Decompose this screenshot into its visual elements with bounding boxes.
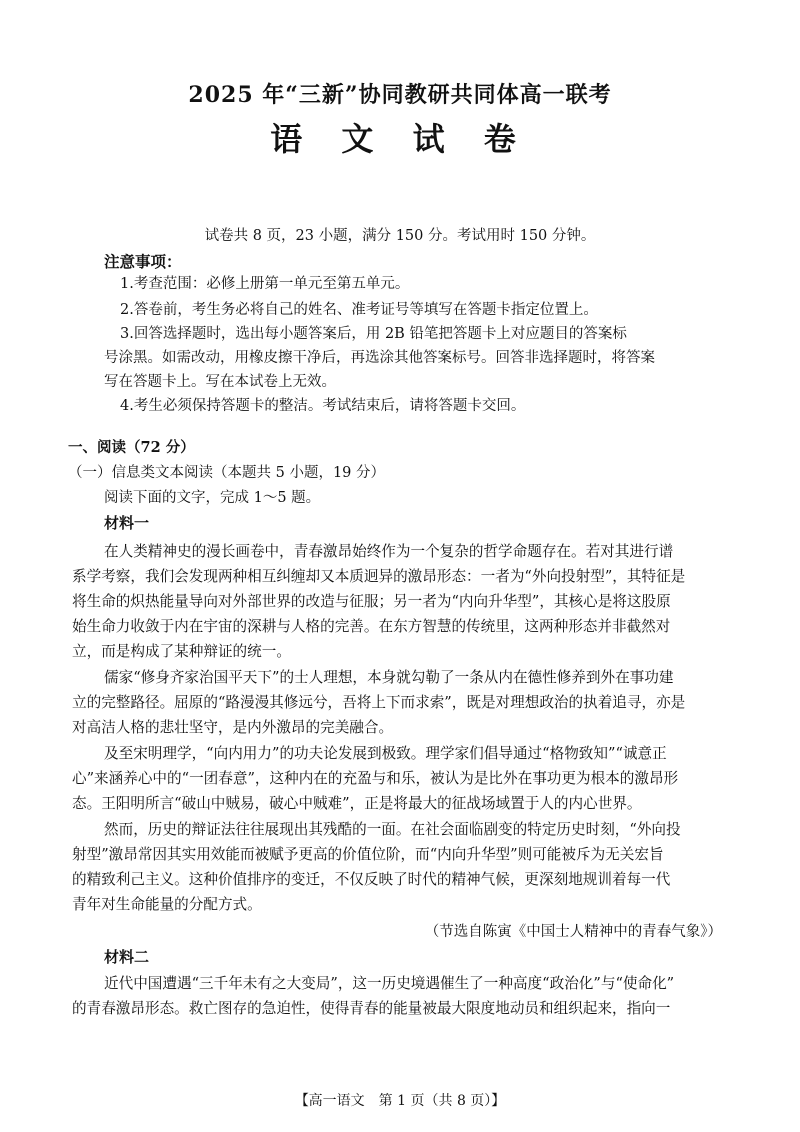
notice-item: 4.考生必须保持答题卡的整洁。考试结束后，请将答题卡交回。 bbox=[120, 398, 526, 414]
exam-info: 试卷共 8 页，23 小题，满分 150 分。考试用时 150 分钟。 bbox=[204, 228, 596, 244]
subject-title: 语 文 试 卷 bbox=[270, 120, 530, 158]
material2-label: 材料二 bbox=[104, 948, 150, 966]
material1-line: 的精致利己主义。这种价值排序的变迁，不仅反映了时代的精神气候，更深刻地规训着每一代 bbox=[72, 871, 671, 888]
material1-line: 立的完整路径。屈原的“路漫漫其修远兮，吾将上下而求索”，既是对理想政治的执着追寻，亦是 bbox=[72, 694, 686, 711]
material1-line: 心”来涵养心中的“一团春意”，这种内在的充盈与和乐，被认为是比外在事功更为根本的激昂形 bbox=[72, 770, 679, 787]
material1-line: 青年对生命能量的分配方式。 bbox=[72, 896, 262, 913]
material1-line: 在人类精神史的漫长画卷中，青春激昂始终作为一个复杂的哲学命题存在。若对其进行谱 bbox=[104, 543, 674, 560]
notice-item: 号涂黑。如需改动，用橡皮擦干净后，再选涂其他答案标号。回答非选择题时，将答案 bbox=[104, 350, 655, 366]
material2-line: 的青春激昂形态。救亡图存的急迫性，使得青春的能量被最大限度地动员和组织起来，指向一 bbox=[72, 1000, 671, 1017]
material1-line: 系学考察，我们会发现两种相互纠缠却又本质迥异的激昂形态：一者为“外向投射型”，其特征是 bbox=[72, 568, 686, 585]
notice-heading: 注意事项： bbox=[104, 252, 182, 271]
material1-line: 立，而是构成了某种辩证的统一。 bbox=[72, 643, 291, 660]
material1-line: 将生命的炽热能量导向对外部世界的改造与征服；另一者为“内向升华型”，其核心是将这股原 bbox=[72, 593, 671, 610]
section-title: 一、阅读（72 分） bbox=[68, 439, 195, 456]
material1-line: 然而，历史的辩证法往往展现出其残酷的一面。在社会面临剧变的特定历史时刻，“外向投 bbox=[104, 821, 681, 838]
material1-line: 儒家“修身齐家治国平天下”的士人理想，本身就勾勒了一条从内在德性修养到外在事功建 bbox=[104, 669, 674, 686]
material1-line: 始生命力收敛于内在宇宙的深耕与人格的完善。在东方智慧的传统里，这两种形态并非截然对 bbox=[72, 618, 671, 635]
material1-line: 射型”激昂常因其实用效能而被赋予更高的价值位阶，而“内向升华型”则可能被斥为无关宏旨 bbox=[72, 846, 664, 863]
notice-item: 2.答卷前，考生务必将自己的姓名、准考证号等填写在答题卡指定位置上。 bbox=[120, 302, 598, 318]
exam-title: 2025 年“三新”协同教研共同体高一联考 bbox=[188, 82, 612, 108]
material1-label: 材料一 bbox=[104, 514, 150, 532]
material2-line: 近代中国遭遇“三千年未有之大变局”，这一历史境遇催生了一种高度“政治化”与“使命化” bbox=[104, 975, 675, 992]
material1-line: 态。王阳明所言“破山中贼易，破心中贼难”，正是将最大的征战场域置于人的内心世界。 bbox=[72, 795, 642, 812]
material1-line: 及至宋明理学，“向内用力”的功夫论发展到极致。理学家们倡导通过“格物致知”“诚意正 bbox=[104, 745, 667, 762]
page-footer: 【高一语文 第 1 页（共 8 页）】 bbox=[294, 1093, 506, 1109]
section-subtitle: （一）信息类文本阅读（本题共 5 小题，19 分） bbox=[68, 465, 386, 481]
notice-item: 1.考查范围：必修上册第一单元至第五单元。 bbox=[120, 276, 410, 292]
material1-source: （节选自陈寅《中国士人精神中的青春气象》） bbox=[424, 924, 722, 940]
notice-item: 3.回答选择题时，选出每小题答案后，用 2B 铅笔把答题卡上对应题目的答案标 bbox=[120, 326, 627, 342]
notice-item: 写在答题卡上。写在本试卷上无效。 bbox=[104, 374, 336, 390]
material1-line: 对高洁人格的悲壮坚守，是内外激昂的完美融合。 bbox=[72, 719, 394, 736]
section-instruction: 阅读下面的文字，完成 1～5 题。 bbox=[104, 490, 321, 506]
